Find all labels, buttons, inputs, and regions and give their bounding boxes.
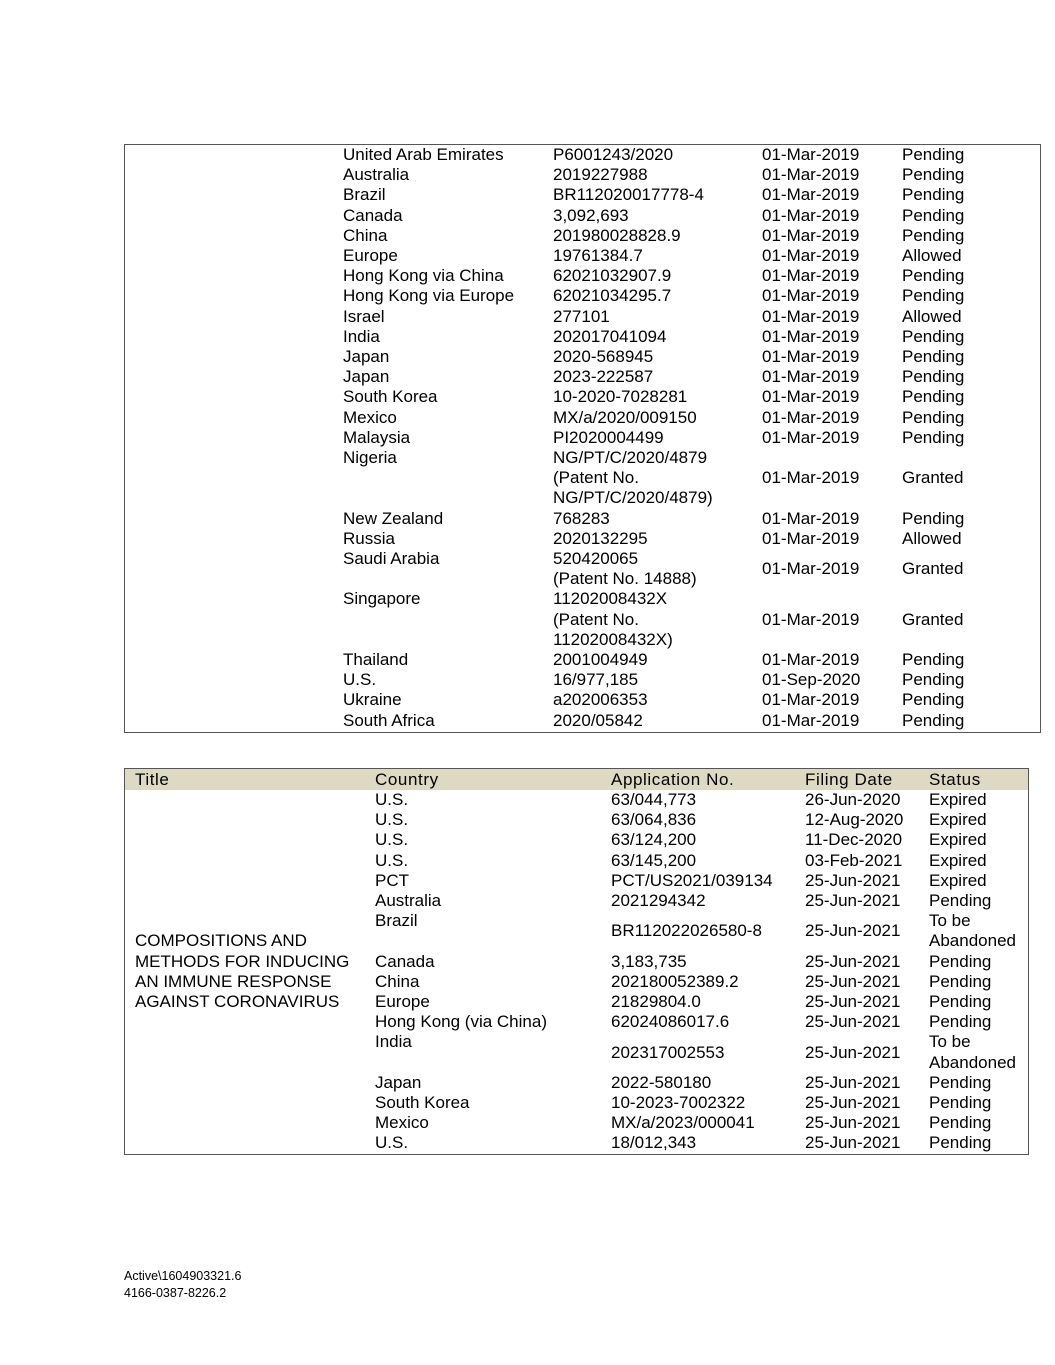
filing-date-cell: 01-Mar-2019 xyxy=(762,427,860,447)
country-cell: Brazil xyxy=(375,911,418,931)
filing-date-cell: 01-Mar-2019 xyxy=(762,205,860,225)
application-no-cell: P6001243/2020 xyxy=(553,145,674,164)
filing-date-cell: 01-Mar-2019 xyxy=(762,690,860,710)
title-line: METHODS FOR INDUCING xyxy=(135,951,350,971)
status-cell: Pending xyxy=(902,508,965,528)
application-no-cell: 202017041094 xyxy=(553,326,667,346)
application-no-cell: (Patent No. xyxy=(553,609,639,629)
country-cell: Malaysia xyxy=(343,427,411,447)
application-no-cell: 3,183,735 xyxy=(611,951,687,971)
country-cell: U.S. xyxy=(375,790,409,809)
patent-table-coronavirus xyxy=(124,768,1029,1155)
filing-date-cell: 01-Mar-2019 xyxy=(762,528,860,548)
country-cell: Canada xyxy=(375,951,435,971)
filing-date-cell: 01-Mar-2019 xyxy=(762,710,860,730)
filing-date-cell: 25-Jun-2021 xyxy=(805,971,901,991)
filing-date-cell: 01-Mar-2019 xyxy=(762,559,860,579)
country-cell: Saudi Arabia xyxy=(343,549,440,568)
country-cell: Japan xyxy=(343,367,390,387)
country-cell: Japan xyxy=(375,1072,422,1092)
status-cell: Pending xyxy=(902,205,965,225)
application-no-cell: 202317002553 xyxy=(611,1042,725,1062)
status-cell: Pending xyxy=(902,690,965,710)
country-cell: Brazil xyxy=(343,185,386,205)
application-no-cell: 277101 xyxy=(553,306,610,326)
country-cell: Australia xyxy=(375,891,442,910)
country-cell: Europe xyxy=(343,246,398,265)
filing-date-cell: 25-Jun-2021 xyxy=(805,1042,901,1062)
status-cell: Allowed xyxy=(902,306,962,326)
status-cell: Pending xyxy=(929,891,992,910)
country-cell: Japan xyxy=(343,347,390,366)
status-cell: Pending xyxy=(902,326,965,346)
status-cell: Pending xyxy=(929,992,992,1011)
status-cell: Pending xyxy=(902,407,965,427)
status-cell: Expired xyxy=(929,810,987,830)
filing-date-cell: 01-Mar-2019 xyxy=(762,246,860,265)
filing-date-cell: 01-Mar-2019 xyxy=(762,650,860,669)
application-no-cell: BR112020017778-4 xyxy=(553,185,704,205)
title-cell xyxy=(135,931,349,1012)
country-cell: China xyxy=(343,225,388,245)
application-no-cell: 2023-222587 xyxy=(553,367,654,387)
table-header-row xyxy=(125,769,1028,790)
application-no-cell: 11202008432X) xyxy=(553,629,673,649)
application-no-cell: 63/044,773 xyxy=(611,790,697,809)
country-cell: Australia xyxy=(343,165,410,185)
country-cell: Mexico xyxy=(343,407,397,427)
header-country: Country xyxy=(375,770,439,789)
application-no-cell: 16/977,185 xyxy=(553,670,639,690)
application-no-cell: 21829804.0 xyxy=(611,992,701,1011)
country-cell: Hong Kong via Europe xyxy=(343,286,515,306)
filing-date-cell: 03-Feb-2021 xyxy=(805,850,903,870)
country-cell: Hong Kong via China xyxy=(343,266,504,286)
application-no-cell: 768283 xyxy=(553,508,610,528)
patent-table-continued xyxy=(124,144,1041,733)
status-cell: To be xyxy=(929,911,971,931)
status-cell: Pending xyxy=(902,670,965,690)
filing-date-cell: 01-Mar-2019 xyxy=(762,225,860,245)
status-cell: Expired xyxy=(929,830,987,850)
status-cell: Pending xyxy=(902,266,965,286)
status-cell: Pending xyxy=(902,367,965,387)
status-cell: Pending xyxy=(902,145,965,164)
application-no-cell: (Patent No. xyxy=(553,468,639,488)
country-cell: Thailand xyxy=(343,650,409,669)
filing-date-cell: 01-Mar-2019 xyxy=(762,306,860,326)
status-cell: Abandoned xyxy=(929,931,1016,951)
status-cell: Expired xyxy=(929,850,987,870)
header-title: Title xyxy=(135,770,170,789)
filing-date-cell: 01-Mar-2019 xyxy=(762,145,860,164)
application-no-cell: 62024086017.6 xyxy=(611,1012,730,1032)
country-cell: New Zealand xyxy=(343,508,444,528)
status-cell: Pending xyxy=(902,710,965,730)
application-no-cell: 2020/05842 xyxy=(553,710,643,730)
filing-date-cell: 12-Aug-2020 xyxy=(805,810,904,830)
status-cell: Pending xyxy=(902,165,965,185)
application-no-cell: (Patent No. 14888) xyxy=(553,569,697,589)
filing-date-cell: 25-Jun-2021 xyxy=(805,1012,901,1032)
status-cell: Pending xyxy=(929,951,992,971)
country-cell: Canada xyxy=(343,205,403,225)
filing-date-cell: 25-Jun-2021 xyxy=(805,921,901,941)
status-cell: Pending xyxy=(929,1012,992,1032)
title-line: COMPOSITIONS AND xyxy=(135,931,307,951)
status-cell: Pending xyxy=(929,1113,992,1133)
country-cell: Russia xyxy=(343,528,395,548)
application-no-cell: BR112022026580-8 xyxy=(611,921,762,941)
status-cell: Allowed xyxy=(902,246,962,265)
filing-date-cell: 01-Mar-2019 xyxy=(762,266,860,286)
filing-date-cell: 25-Jun-2021 xyxy=(805,870,901,890)
application-no-cell: 10-2020-7028281 xyxy=(553,387,688,407)
country-cell: India xyxy=(375,1032,412,1052)
status-cell: Pending xyxy=(929,1072,992,1092)
filing-date-cell: 25-Jun-2021 xyxy=(805,1093,901,1112)
application-no-cell: 2001004949 xyxy=(553,650,648,669)
status-cell: Granted xyxy=(902,609,964,629)
filing-date-cell: 25-Jun-2021 xyxy=(805,992,901,1011)
filing-date-cell: 01-Mar-2019 xyxy=(762,326,860,346)
filing-date-cell: 25-Jun-2021 xyxy=(805,1133,901,1153)
country-cell: Israel xyxy=(343,306,385,326)
filing-date-cell: 01-Sep-2020 xyxy=(762,670,861,690)
header-application-no: Application No. xyxy=(611,770,735,789)
application-no-cell: 2020-568945 xyxy=(553,347,654,366)
country-cell: United Arab Emirates xyxy=(343,145,504,164)
country-cell: U.S. xyxy=(343,670,377,690)
document-footer xyxy=(124,1268,241,1302)
application-no-cell: 520420065 xyxy=(553,549,639,568)
filing-date-cell: 01-Mar-2019 xyxy=(762,347,860,366)
country-cell: Nigeria xyxy=(343,448,397,467)
status-cell: Pending xyxy=(902,347,965,366)
country-cell: U.S. xyxy=(375,850,409,870)
status-cell: Pending xyxy=(902,286,965,306)
application-no-cell: 10-2023-7002322 xyxy=(611,1093,746,1112)
filing-date-cell: 01-Mar-2019 xyxy=(762,468,860,488)
status-cell: Allowed xyxy=(902,528,962,548)
country-cell: Ukraine xyxy=(343,690,402,710)
application-no-cell: 19761384.7 xyxy=(553,246,643,265)
filing-date-cell: 01-Mar-2019 xyxy=(762,387,860,407)
application-no-cell: 11202008432X xyxy=(553,589,668,609)
application-no-cell: 62021032907.9 xyxy=(553,266,672,286)
filing-date-cell: 25-Jun-2021 xyxy=(805,951,901,971)
status-cell: Granted xyxy=(902,559,964,579)
application-no-cell: 2022-580180 xyxy=(611,1072,712,1092)
status-cell: Pending xyxy=(902,650,965,669)
country-cell: Mexico xyxy=(375,1113,429,1133)
status-cell: Pending xyxy=(929,971,992,991)
application-no-cell: 2019227988 xyxy=(553,165,648,185)
application-no-cell: NG/PT/C/2020/4879 xyxy=(553,448,708,467)
application-no-cell: NG/PT/C/2020/4879) xyxy=(553,488,713,508)
application-no-cell: 63/124,200 xyxy=(611,830,697,850)
filing-date-cell: 01-Mar-2019 xyxy=(762,508,860,528)
application-no-cell: PCT/US2021/039134 xyxy=(611,870,773,890)
application-no-cell: 62021034295.7 xyxy=(553,286,672,306)
filing-date-cell: 25-Jun-2021 xyxy=(805,1072,901,1092)
country-cell: U.S. xyxy=(375,810,409,830)
country-cell: Hong Kong (via China) xyxy=(375,1012,547,1032)
status-cell: Pending xyxy=(929,1093,992,1112)
filing-date-cell: 01-Mar-2019 xyxy=(762,185,860,205)
footer-doc-id: Active\1604903321.6 xyxy=(124,1269,242,1283)
application-no-cell: 201980028828.9 xyxy=(553,225,681,245)
country-cell: Singapore xyxy=(343,589,421,609)
filing-date-cell: 25-Jun-2021 xyxy=(805,891,901,910)
filing-date-cell: 01-Mar-2019 xyxy=(762,286,860,306)
filing-date-cell: 01-Mar-2019 xyxy=(762,367,860,387)
application-no-cell: 2020132295 xyxy=(553,528,648,548)
application-no-cell: MX/a/2020/009150 xyxy=(553,407,697,427)
application-no-cell: a202006353 xyxy=(553,690,648,710)
application-no-cell: 63/145,200 xyxy=(611,850,697,870)
country-cell: U.S. xyxy=(375,1133,409,1153)
title-line: AGAINST CORONAVIRUS xyxy=(135,992,340,1011)
country-cell: U.S. xyxy=(375,830,409,850)
country-cell: Europe xyxy=(375,992,430,1011)
application-no-cell: PI2020004499 xyxy=(553,427,664,447)
country-cell: PCT xyxy=(375,870,409,890)
country-cell: India xyxy=(343,326,380,346)
status-cell: Expired xyxy=(929,870,987,890)
application-no-cell: 202180052389.2 xyxy=(611,971,739,991)
application-no-cell: MX/a/2023/000041 xyxy=(611,1113,755,1133)
filing-date-cell: 01-Mar-2019 xyxy=(762,407,860,427)
filing-date-cell: 26-Jun-2020 xyxy=(805,790,901,809)
filing-date-cell: 01-Mar-2019 xyxy=(762,609,860,629)
country-cell: South Korea xyxy=(343,387,438,407)
status-cell: Expired xyxy=(929,790,987,809)
application-no-cell: 3,092,693 xyxy=(553,205,629,225)
filing-date-cell: 25-Jun-2021 xyxy=(805,1113,901,1133)
status-cell: Pending xyxy=(929,1133,992,1153)
status-cell: Pending xyxy=(902,225,965,245)
filing-date-cell: 11-Dec-2020 xyxy=(805,830,903,850)
country-cell: South Africa xyxy=(343,710,435,730)
status-cell: Abandoned xyxy=(929,1052,1016,1072)
status-cell: Pending xyxy=(902,427,965,447)
application-no-cell: 2021294342 xyxy=(611,891,706,910)
header-filing-date: Filing Date xyxy=(805,770,893,789)
application-no-cell: 18/012,343 xyxy=(611,1133,697,1153)
filing-date-cell: 01-Mar-2019 xyxy=(762,165,860,185)
header-status: Status xyxy=(929,770,981,789)
title-line: AN IMMUNE RESPONSE xyxy=(135,971,332,991)
footer-ref-number: 4166-0387-8226.2 xyxy=(124,1286,227,1300)
country-cell: South Korea xyxy=(375,1093,470,1112)
country-cell: China xyxy=(375,971,420,991)
status-cell: Granted xyxy=(902,468,964,488)
status-cell: To be xyxy=(929,1032,971,1052)
status-cell: Pending xyxy=(902,185,965,205)
application-no-cell: 63/064,836 xyxy=(611,810,697,830)
status-cell: Pending xyxy=(902,387,965,407)
